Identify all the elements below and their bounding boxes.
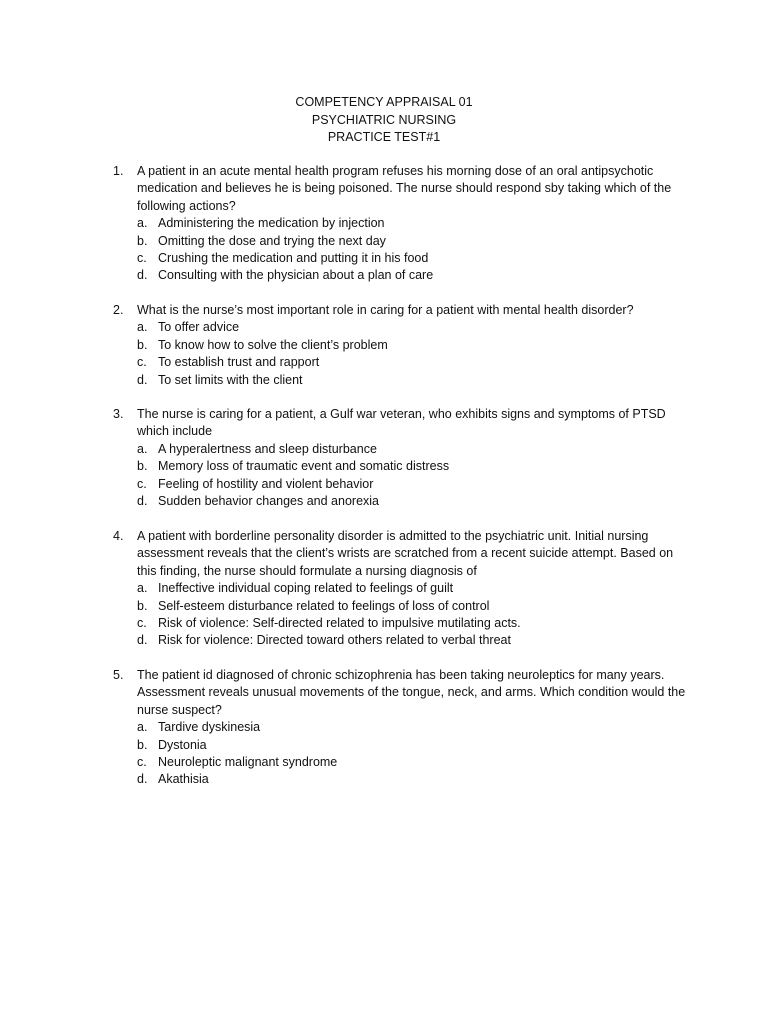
option-letter: c. bbox=[137, 755, 147, 770]
answer-option-a bbox=[113, 580, 693, 597]
option-letter: d. bbox=[137, 372, 148, 387]
answer-option-b bbox=[113, 458, 693, 475]
question-text: What is the nurse’s most important role in caring for a patient with mental health disorder? bbox=[137, 303, 634, 317]
option-letter: d. bbox=[137, 633, 148, 648]
option-text: To establish trust and rapport bbox=[158, 355, 320, 370]
answer-option-d bbox=[113, 632, 693, 649]
answer-option-b bbox=[113, 337, 693, 354]
option-text: Crushing the medication and putting it in his food bbox=[158, 251, 429, 266]
answer-option-d bbox=[113, 493, 693, 510]
answer-option-c bbox=[113, 754, 693, 771]
option-letter: c. bbox=[137, 616, 147, 631]
answer-option-a bbox=[113, 215, 693, 232]
answer-option-b bbox=[113, 737, 693, 754]
answer-option-c bbox=[113, 250, 693, 267]
answer-options bbox=[113, 215, 693, 285]
option-letter: d. bbox=[137, 772, 148, 787]
answer-options bbox=[113, 719, 693, 789]
option-text: To set limits with the client bbox=[158, 372, 303, 387]
answer-options bbox=[113, 319, 693, 389]
answer-option-d bbox=[113, 267, 693, 284]
question-text: A patient with borderline personality disorder is admitted to the psychiatric unit. Initial nursing assessment reveals that the client’s wrists are scratched from a recent suicide attempt. Based on this finding, the nurse should formulate a nursing diagnosis of bbox=[137, 529, 674, 578]
option-text: Consulting with the physician about a plan of care bbox=[158, 268, 434, 283]
option-letter: c. bbox=[137, 476, 147, 491]
answer-option-a bbox=[113, 319, 693, 336]
header-title: COMPETENCY APPRAISAL 01 bbox=[295, 95, 473, 109]
question-number: 2. bbox=[113, 303, 124, 317]
option-text: Sudden behavior changes and anorexia bbox=[158, 494, 380, 509]
option-text: To know how to solve the client’s problem bbox=[158, 337, 388, 352]
option-letter: a. bbox=[137, 581, 148, 596]
option-letter: b. bbox=[137, 737, 148, 752]
option-text: Dystonia bbox=[158, 737, 207, 752]
option-letter: b. bbox=[137, 598, 148, 613]
option-letter: a. bbox=[137, 441, 148, 456]
option-letter: b. bbox=[137, 459, 148, 474]
option-text: Ineffective individual coping related to feelings of guilt bbox=[158, 581, 454, 596]
question-number: 1. bbox=[113, 164, 124, 178]
option-text: A hyperalertness and sleep disturbance bbox=[158, 441, 377, 456]
question-2 bbox=[113, 302, 693, 389]
question-1 bbox=[113, 163, 693, 285]
option-letter: a. bbox=[137, 216, 148, 231]
option-text: Omitting the dose and trying the next day bbox=[158, 233, 386, 248]
option-letter: a. bbox=[137, 320, 148, 335]
option-text: Risk of violence: Self-directed related to impulsive mutilating acts. bbox=[158, 616, 521, 631]
option-letter: c. bbox=[137, 355, 147, 370]
option-letter: c. bbox=[137, 251, 147, 266]
option-text: Self-esteem disturbance related to feelings of loss of control bbox=[158, 598, 490, 613]
answer-option-c bbox=[113, 615, 693, 632]
option-letter: d. bbox=[137, 268, 148, 283]
answer-option-b bbox=[113, 233, 693, 250]
option-letter: a. bbox=[137, 720, 148, 735]
question-4 bbox=[113, 528, 693, 650]
option-text: Akathisia bbox=[158, 772, 209, 787]
header-subject: PSYCHIATRIC NURSING bbox=[311, 112, 457, 127]
question-number: 4. bbox=[113, 529, 124, 543]
option-text: Tardive dyskinesia bbox=[158, 720, 261, 735]
option-text: Memory loss of traumatic event and somatic distress bbox=[158, 459, 450, 474]
answer-option-c bbox=[113, 354, 693, 371]
answer-options bbox=[113, 580, 693, 650]
answer-option-a bbox=[113, 719, 693, 736]
question-text: The patient id diagnosed of chronic schizophrenia has been taking neuroleptics for many years. Assessment reveals unusual movements of the tongue, neck, and arms. Which condition would the nurse suspect? bbox=[137, 668, 686, 717]
answer-option-c bbox=[113, 476, 693, 493]
answer-option-a bbox=[113, 441, 693, 458]
option-letter: d. bbox=[137, 494, 148, 509]
option-letter: b. bbox=[137, 233, 148, 248]
option-text: Neuroleptic malignant syndrome bbox=[158, 755, 338, 770]
option-text: Risk for violence: Directed toward others related to verbal threat bbox=[158, 633, 511, 648]
option-letter: b. bbox=[137, 337, 148, 352]
option-text: To offer advice bbox=[158, 320, 240, 335]
option-text: Administering the medication by injection bbox=[158, 216, 385, 231]
question-5 bbox=[113, 667, 693, 789]
answer-options bbox=[113, 441, 693, 511]
answer-option-d bbox=[113, 372, 693, 389]
question-3 bbox=[113, 406, 693, 510]
answer-option-d bbox=[113, 771, 693, 788]
option-text: Feeling of hostility and violent behavior bbox=[158, 476, 374, 491]
document-header bbox=[0, 94, 768, 147]
question-number: 5. bbox=[113, 668, 124, 682]
question-number: 3. bbox=[113, 407, 124, 421]
header-test-name: PRACTICE TEST#1 bbox=[327, 130, 441, 144]
question-text: The nurse is caring for a patient, a Gulf war veteran, who exhibits signs and symptoms of PTSD which include bbox=[137, 407, 666, 439]
question-text: A patient in an acute mental health program refuses his morning dose of an oral antipsychotic medication and believes he is being poisoned. The nurse should respond sby taking which of the following actions? bbox=[137, 164, 672, 213]
answer-option-b bbox=[113, 598, 693, 615]
